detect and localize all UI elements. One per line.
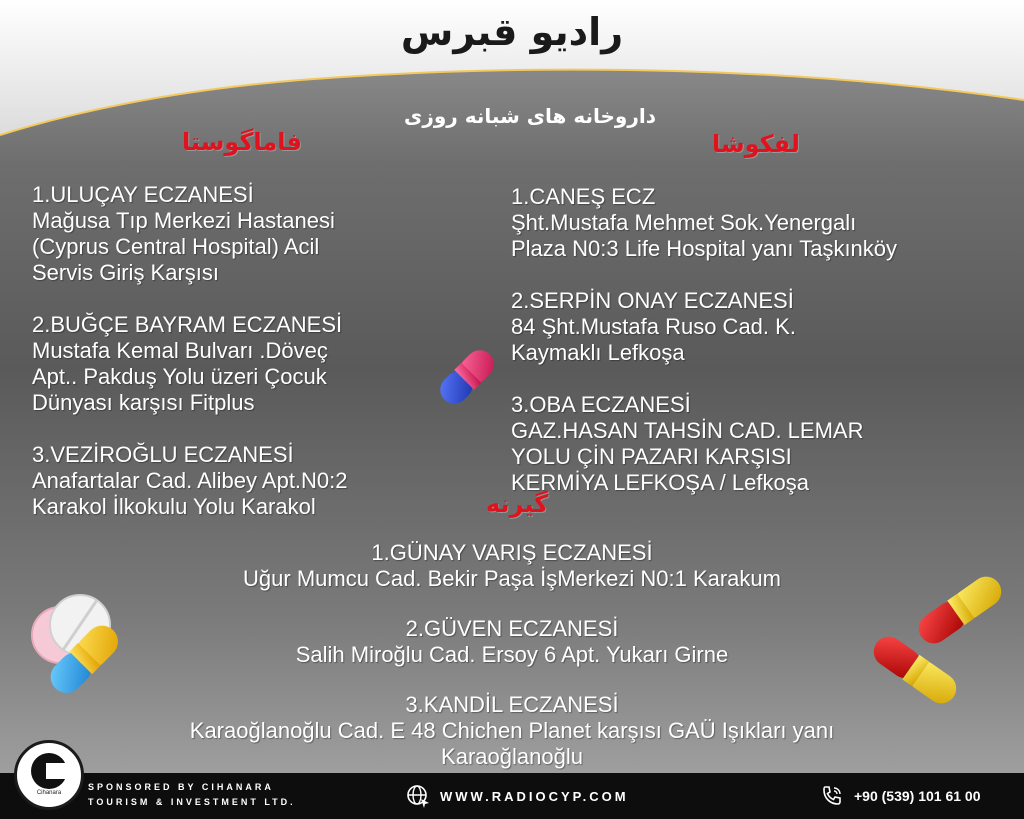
pharmacy-entry xyxy=(32,442,472,520)
pharmacy-name: 3.VEZİROĞLU ECZANESİ xyxy=(32,442,294,467)
city-label-lefkosa: لفکوشا xyxy=(712,130,800,158)
lefkosa-list xyxy=(511,184,1006,522)
pharmacy-entry xyxy=(511,392,1006,496)
pharmacy-address: Uğur Mumcu Cad. Bekir Paşa İşMerkezi N0:1 Karakum xyxy=(243,566,781,591)
girne-list xyxy=(60,540,964,794)
brand-title: رادیو قبرس xyxy=(400,10,624,54)
phone-contact[interactable] xyxy=(820,784,981,808)
pharmacy-name: 2.BUĞÇE BAYRAM ECZANESİ xyxy=(32,312,343,337)
cihanara-logo xyxy=(14,740,84,810)
pharmacy-name: 3.OBA ECZANESİ xyxy=(511,392,691,417)
pharmacy-address: Mağusa Tıp Merkezi Hastanesi (Cyprus Central Hospital) Acil Servis Giriş Karşısı xyxy=(32,208,335,285)
pharmacy-entry xyxy=(32,182,472,286)
logo-c-mark-icon xyxy=(31,753,67,789)
pharmacy-address: Şht.Mustafa Mehmet Sok.Yenergalı Plaza N0:3 Life Hospital yanı Taşkınköy xyxy=(511,210,898,261)
pharmacy-entry xyxy=(60,616,964,668)
city-label-famagusta: فاماگوستا xyxy=(182,128,303,156)
city-label-girne: گیرنه xyxy=(486,490,549,518)
sponsor-line-2: TOURISM & INVESTMENT LTD. xyxy=(88,797,296,807)
pharmacy-address: Karaoğlanoğlu Cad. E 48 Chichen Planet karşısı GAÜ Işıkları yanı Karaoğlanoğlu xyxy=(189,718,835,769)
page-subtitle: داروخانه های شبانه روزی xyxy=(404,104,656,128)
phone-icon xyxy=(820,784,844,808)
website-text[interactable]: WWW.RADIOCYP.COM xyxy=(440,788,629,804)
phone-number[interactable]: +90 (539) 101 61 00 xyxy=(854,788,981,804)
pharmacy-name: 2.SERPİN ONAY ECZANESİ xyxy=(511,288,794,313)
pharmacy-address: 84 Şht.Mustafa Ruso Cad. K. Kaymaklı Lefkoşa xyxy=(511,314,796,365)
pharmacy-name: 1.CANEŞ ECZ xyxy=(511,184,656,209)
pharmacy-entry xyxy=(511,184,1006,262)
pharmacy-name: 2.GÜVEN ECZANESİ xyxy=(405,616,619,641)
pharmacy-name: 3.KANDİL ECZANESİ xyxy=(405,692,619,717)
pharmacy-address: Salih Miroğlu Cad. Ersoy 6 Apt. Yukarı Girne xyxy=(295,642,729,667)
pharmacy-name: 1.ULUÇAY ECZANESİ xyxy=(32,182,254,207)
pharmacy-address: Mustafa Kemal Bulvarı .Döveç Apt.. Pakduş Yolu üzeri Çocuk Dünyası karşısı Fitplus xyxy=(32,338,328,415)
globe-cursor-icon xyxy=(406,784,430,808)
pharmacy-entry xyxy=(60,540,964,592)
pharmacy-entry xyxy=(60,692,964,770)
pharmacy-entry xyxy=(32,312,472,416)
pharmacy-address: GAZ.HASAN TAHSİN CAD. LEMAR YOLU ÇİN PAZARI KARŞISI KERMİYA LEFKOŞA / Lefkoşa xyxy=(511,418,864,495)
famagusta-list xyxy=(32,182,472,546)
website-link[interactable] xyxy=(406,784,629,808)
sponsor-line-1: SPONSORED BY CIHANARA xyxy=(88,782,274,792)
logo-text: Cihanara xyxy=(36,790,62,796)
pharmacy-name: 1.GÜNAY VARIŞ ECZANESİ xyxy=(371,540,653,565)
pharmacy-address: Anafartalar Cad. Alibey Apt.N0:2 Karakol İlkokulu Yolu Karakol xyxy=(32,468,348,519)
pharmacy-entry xyxy=(511,288,1006,366)
sponsor-text xyxy=(88,780,296,810)
